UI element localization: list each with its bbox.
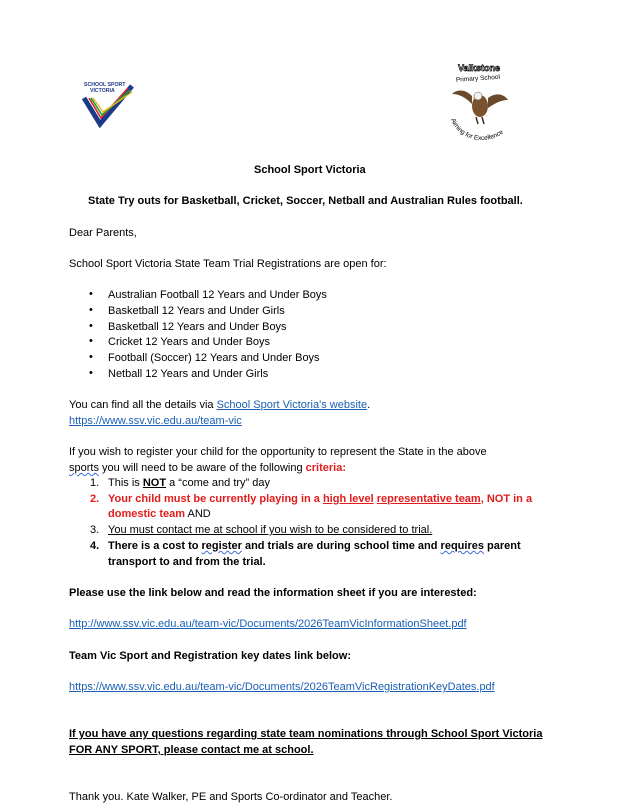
school-crest-logo	[442, 62, 522, 146]
criteria-2-num: 2.	[90, 493, 100, 505]
key-dates-link[interactable]: https://www.ssv.vic.edu.au/team-vic/Documents/2026TeamVicRegistrationKeyDates.pdf	[69, 681, 495, 693]
criteria-1-pre: This is	[108, 477, 143, 489]
criteria-4-num: 4.	[90, 540, 100, 552]
dates-prompt: Team Vic Sport and Registration key dates link below:	[69, 650, 351, 662]
ssv-logo-line2: VICTORIA	[90, 88, 115, 94]
list-item: Basketball 12 Years and Under Boys	[108, 321, 287, 333]
criteria-1-num: 1.	[90, 477, 100, 489]
list-item: Football (Soccer) 12 Years and Under Boys	[108, 352, 320, 364]
criteria-4-requires: requires	[440, 540, 484, 552]
sports-word: sports	[69, 462, 99, 474]
criteria-4	[108, 540, 521, 552]
criteria-1	[108, 477, 270, 489]
details-prefix: You can find all the details via	[69, 399, 217, 411]
questions-line1: If you have any questions regarding state team nominations through School Sport Victoria	[69, 728, 543, 740]
school-logo-name: Valkstone	[458, 63, 501, 73]
ssv-logo-line1: SCHOOL SPORT	[84, 82, 126, 88]
info-prompt: Please use the link below and read the information sheet if you are interested:	[69, 587, 477, 599]
criteria-4-line2: transport to and from the trial.	[108, 556, 266, 568]
criteria-label: criteria:	[305, 462, 347, 474]
questions-line2: FOR ANY SPORT, please contact me at school.	[69, 744, 314, 756]
details-line	[69, 399, 370, 411]
eagle-icon	[452, 91, 508, 125]
criteria-2-high-level: high level	[322, 493, 374, 505]
criteria-1-not: NOT	[142, 477, 167, 489]
criteria-2-domestic: domestic team	[108, 508, 186, 520]
register-line1: If you wish to register your child for the opportunity to represent the State in the above	[69, 446, 487, 458]
school-logo-motto: Aiming for Excellence	[449, 117, 505, 143]
criteria-2-line2	[108, 508, 211, 520]
criteria-4-mid: and trials are during school time and	[241, 540, 441, 552]
criteria-2-representative: representative team	[376, 493, 481, 505]
criteria-2-and: AND	[185, 508, 211, 520]
criteria-3: You must contact me at school if you wish to be considered to trial.	[108, 524, 433, 536]
page-title: School Sport Victoria	[254, 164, 366, 176]
criteria-4-post: parent	[483, 540, 521, 552]
info-sheet-link[interactable]: http://www.ssv.vic.edu.au/team-vic/Documents/2026TeamVicInformationSheet.pdf	[69, 618, 467, 630]
register-line2	[69, 462, 346, 474]
criteria-2-pre: Your child must be currently playing in a	[108, 493, 323, 505]
criteria-1-post: a “come and try” day	[166, 477, 271, 489]
criteria-2	[108, 493, 532, 505]
school-sport-victoria-logo	[78, 78, 140, 130]
list-item: Australian Football 12 Years and Under Boys	[108, 289, 327, 301]
signoff: Thank you. Kate Walker, PE and Sports Co-ordinator and Teacher.	[69, 791, 393, 803]
intro-text: School Sport Victoria State Team Trial Registrations are open for:	[69, 258, 387, 270]
criteria-3-num: 3.	[90, 524, 100, 536]
page-subtitle: State Try outs for Basketball, Cricket, Soccer, Netball and Australian Rules football.	[88, 195, 523, 207]
school-logo-subtitle: Primary School	[455, 73, 501, 84]
team-vic-url-link[interactable]: https://www.ssv.vic.edu.au/team-vic	[69, 415, 242, 427]
ssv-website-link[interactable]: School Sport Victoria's website	[216, 399, 368, 411]
list-item: Basketball 12 Years and Under Girls	[108, 305, 285, 317]
details-suffix: .	[367, 399, 371, 411]
criteria-2-post: , NOT in a	[480, 493, 533, 505]
list-item: Netball 12 Years and Under Girls	[108, 368, 269, 380]
list-item: Cricket 12 Years and Under Boys	[108, 336, 271, 348]
criteria-4-pre: There is a cost to	[108, 540, 202, 552]
salutation: Dear Parents,	[69, 227, 137, 239]
register-line2-rest: you will need to be aware of the following	[98, 462, 306, 474]
criteria-4-register: register	[201, 540, 242, 552]
